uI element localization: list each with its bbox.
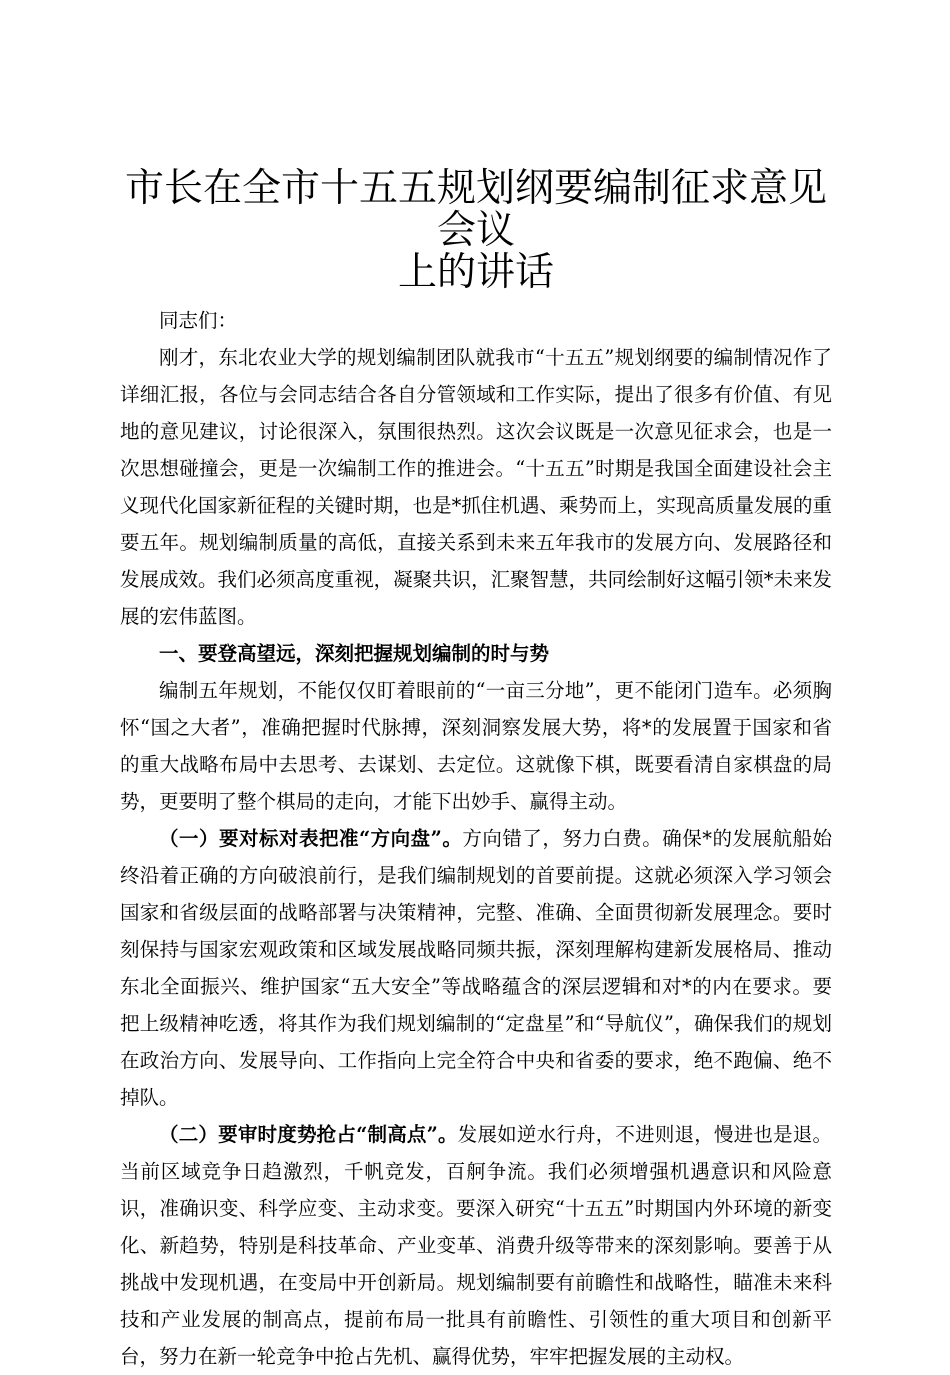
intro-paragraph: 刚才，东北农业大学的规划编制团队就我市“十五五”规划纲要的编制情况作了详细汇报，各位与会同志结合各自分管领域和工作实际，提出了很多有价值、有见地的意见建议，讨论很深入，氛围很热烈。这次会议既是一次意见征求会，也是一次思想碰撞会，更是一次编制工作的推进会。“十五五”时期是我国全面建设社会主义现代化国家新征程的关键时期，也是*抓住机遇、乘势而上，实现高质量发展的重要五年。规划编制质量的高低，直接关系到未来五年我市的发展方向、发展路径和发展成效。我们必须高度重视，凝聚共识，汇聚智慧，共同绘制好这幅引领*未来发展的宏伟蓝图。 <box>120 346 832 628</box>
section-1-paragraph: 编制五年规划，不能仅仅盯着眼前的“一亩三分地”，更不能闭门造车。必须胸怀“国之大者”，准确把握时代脉搏，深刻洞察发展大势，将*的发展置于国家和省的重大战略布局中去思考、去谋划、去定位。这就像下棋，既要看清自家棋盘的局势，更要明了整个棋局的走向，才能下出妙手、赢得主动。 <box>120 679 832 813</box>
subsection-2-paragraph <box>120 1116 832 1375</box>
salutation: 同志们： <box>159 309 238 332</box>
document-page <box>120 168 832 1375</box>
title-line-1: 市长在全市十五五规划纲要编制征求意见会议 <box>124 166 827 253</box>
section-1-heading: 一、要登高望远，深刻把握规划编制的时与势 <box>159 642 550 665</box>
subsection-2-heading: （二）要审时度势抢占“制高点”。 <box>159 1123 458 1146</box>
subsection-1-paragraph <box>120 820 832 1116</box>
title-line-2: 上的讲话 <box>397 250 554 295</box>
subsection-1-text: 方向错了，努力白费。确保*的发展航船始终沿着正确的方向破浪前行，是我们编制规划的首要前提。这就必须深入学习领会国家和省级层面的战略部署与决策精神，完整、准确、全面贯彻新发展理念。要时刻保持与国家宏观政策和区域发展战略同频共振，深刻理解构建新发展格局、推动东北全面振兴、维护国家“五大安全”等战略蕴含的深层逻辑和对*的内在要求。要把上级精神吃透，将其作为我们规划编制的“定盘星”和“导航仪”，确保我们的规划在政治方向、发展导向、工作指向上完全符合中央和省委的要求，绝不跑偏、绝不掉队。 <box>120 827 832 1109</box>
subsection-1-heading: （一）要对标对表把准“方向盘”。 <box>159 827 463 850</box>
subsection-2-text: 发展如逆水行舟，不进则退，慢进也是退。当前区域竞争日趋激烈，千帆竞发，百舸争流。我们必须增强机遇意识和风险意识，准确识变、科学应变、主动求变。要深入研究“十五五”时期国内外环境的新变化、新趋势，特别是科技革命、产业变革、消费升级等带来的深刻影响。要善于从挑战中发现机遇，在变局中开创新局。规划编制要有前瞻性和战略性，瞄准未来科技和产业发展的制高点，提前布局一批具有前瞻性、引领性的重大项目和创新平台，努力在新一轮竞争中抢占先机、赢得优势，牢牢把握发展的主动权。 <box>120 1123 832 1368</box>
document-title <box>120 168 832 294</box>
